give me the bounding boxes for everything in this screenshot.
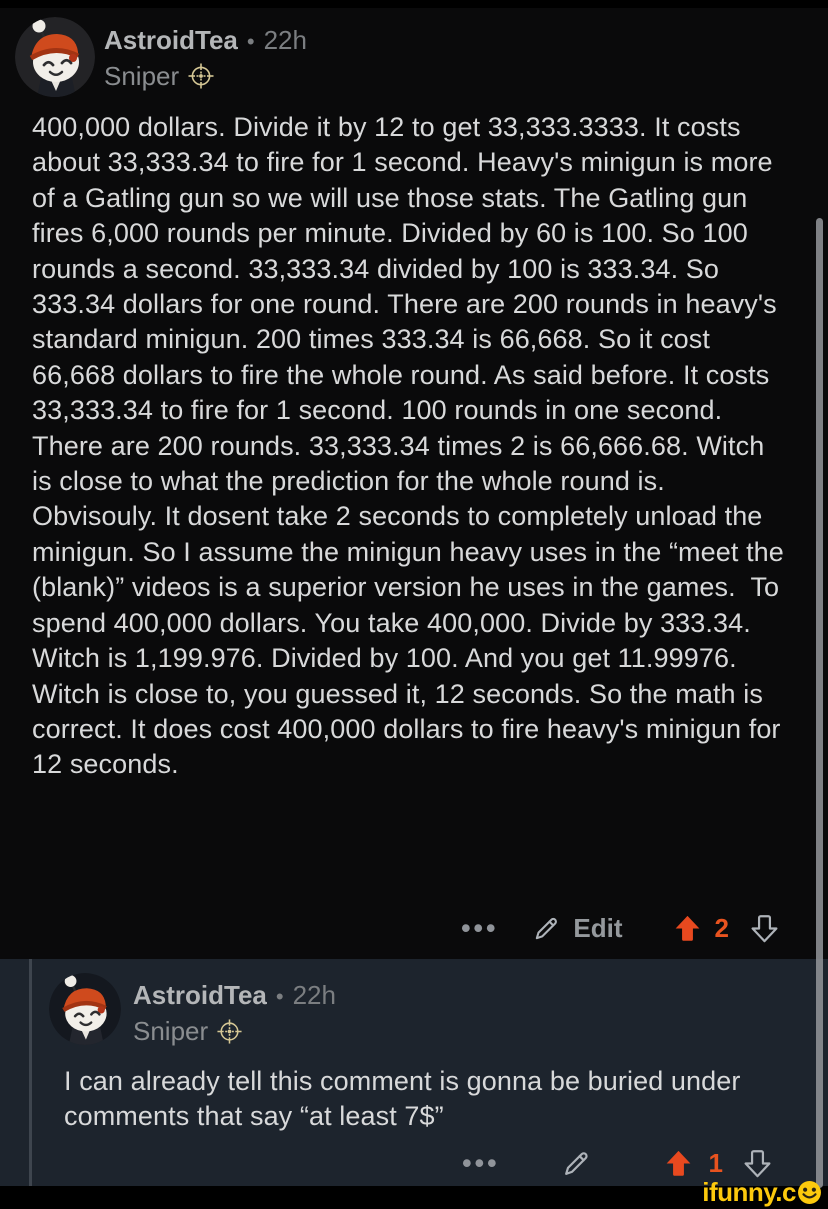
scrollbar-thumb[interactable] bbox=[816, 218, 823, 1188]
downvote-arrow-icon bbox=[749, 913, 780, 944]
crosshair-scope-icon bbox=[187, 62, 215, 90]
comment-header bbox=[15, 17, 307, 97]
comment-meta bbox=[104, 17, 307, 91]
comment-body-text: 400,000 dollars. Divide it by 12 to get 33,333.3333. It costs about 33,333.34 to fire for 1 second. Heavy's minigun is more of a Gatling gun so we will use those stats. The Gatling gun fires 6,000 rounds per minute. Divided by 60 is 100. So 100 rounds a second. 33,333.34 divided by 100 is 333.34. So 333.34 dollars for one round. There are 200 rounds in heavy's standard minigun. 200 times 333.34 is 66,668. So it cost 66,668 dollars to fire the whole round. As said before. It costs 33,333.34 to fire for 1 second. 100 rounds in one second. There are 200 rounds. 33,333.34 times 2 is 66,666.68. Witch is close to what the prediction for the whole round is. Obvisouly. It dosent take 2 seconds to completely unload the minigun. So I assume the minigun heavy uses in the “meet the (blank)” videos is a superior version he uses in the games. To spend 400,000 dollars. You take 400,000. Divide by 333.34. Witch is 1,199.976. Divided by 100. And you get 11.99976. Witch is close to, you guessed it, 12 seconds. So the math is correct. It does cost 400,000 dollars to fire heavy's minigun for 12 seconds. bbox=[32, 112, 792, 780]
comment-author[interactable]: AstroidTea bbox=[104, 25, 238, 55]
upvote-arrow-icon bbox=[663, 1148, 694, 1179]
crosshair-scope-icon bbox=[216, 1018, 243, 1045]
edit-button-label: Edit bbox=[573, 912, 623, 943]
ifunny-watermark bbox=[702, 1177, 822, 1208]
downvote-button[interactable] bbox=[749, 913, 780, 944]
edit-button[interactable] bbox=[531, 913, 622, 944]
user-flair-label: Sniper bbox=[104, 61, 180, 91]
more-options-button[interactable]: ••• bbox=[461, 913, 499, 943]
pencil-icon bbox=[560, 1147, 593, 1180]
user-flair-label: Sniper bbox=[133, 1016, 209, 1046]
comment-depth-line bbox=[29, 959, 32, 1186]
downvote-button[interactable] bbox=[742, 1148, 773, 1179]
upvote-button[interactable] bbox=[663, 1148, 694, 1179]
upvote-button[interactable] bbox=[672, 913, 703, 944]
comment-author[interactable]: AstroidTea bbox=[133, 980, 267, 1010]
edit-button[interactable] bbox=[560, 1147, 593, 1180]
ifunny-watermark-text: ifunny.c bbox=[702, 1177, 796, 1207]
vote-count: 1 bbox=[708, 1147, 723, 1178]
vote-count: 2 bbox=[714, 912, 729, 943]
comment-reply bbox=[0, 959, 828, 1186]
meta-separator: • bbox=[246, 29, 255, 54]
comment-body-text: I can already tell this comment is gonna be buried under comments that say “at least 7$” bbox=[64, 1066, 749, 1132]
more-options-button[interactable]: ••• bbox=[462, 1148, 500, 1178]
avatar[interactable] bbox=[49, 973, 121, 1045]
comment-action-bar bbox=[461, 906, 780, 950]
snoo-avatar-icon bbox=[49, 973, 121, 1045]
comment-top-level bbox=[0, 8, 828, 959]
comment-header bbox=[49, 973, 336, 1046]
snoo-avatar-icon bbox=[15, 17, 95, 97]
pencil-icon bbox=[531, 913, 562, 944]
smiley-o-icon bbox=[797, 1180, 822, 1205]
comment-meta bbox=[133, 973, 336, 1046]
meta-separator: • bbox=[275, 984, 284, 1009]
upvote-arrow-icon bbox=[672, 913, 703, 944]
comment-timestamp: 22h bbox=[292, 980, 336, 1010]
downvote-arrow-icon bbox=[742, 1148, 773, 1179]
comment-timestamp: 22h bbox=[263, 25, 307, 55]
avatar[interactable] bbox=[15, 17, 95, 97]
